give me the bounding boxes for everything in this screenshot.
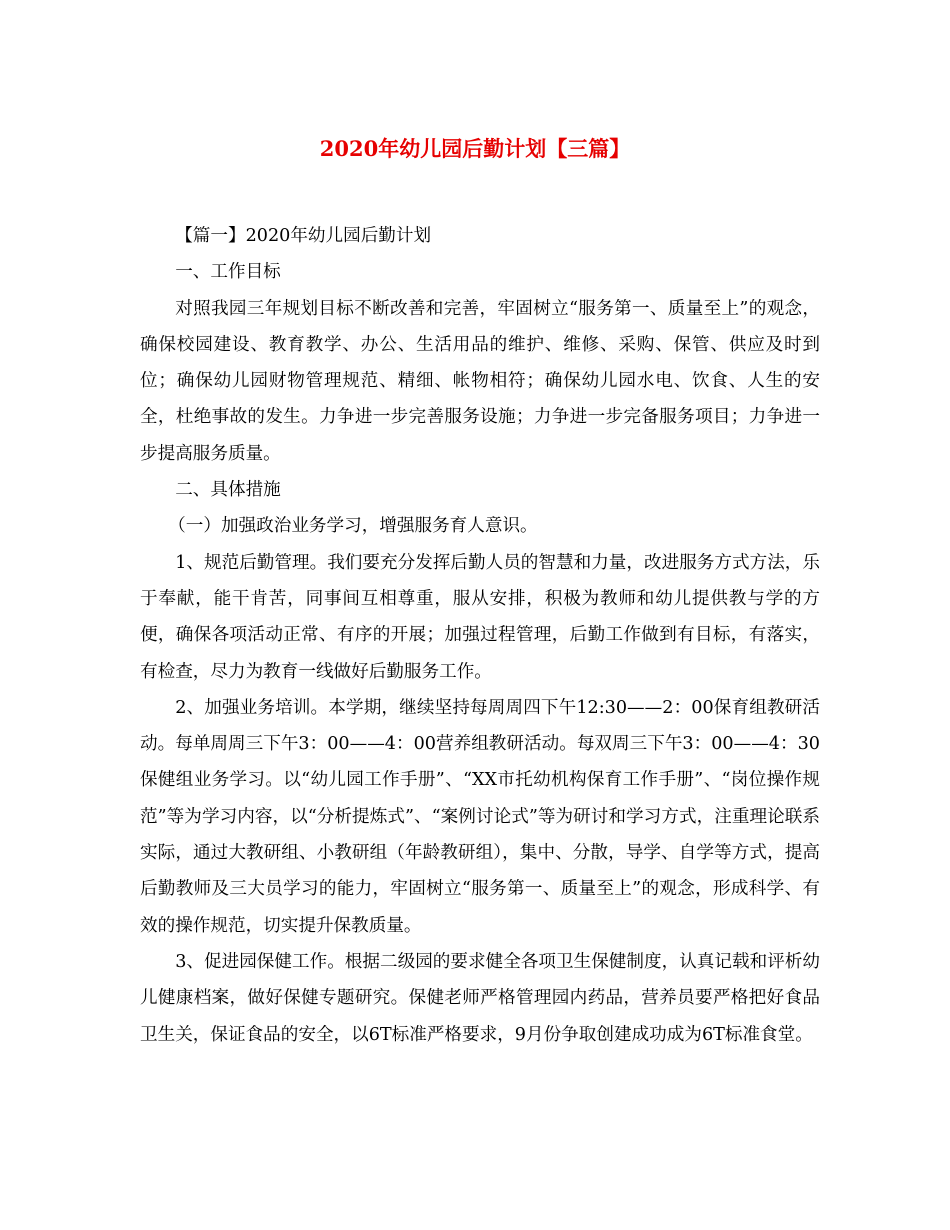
heading-work-goals: 一、工作目标 [175, 262, 281, 283]
paragraph-goals: 对照我园三年规划目标不断改善和完善，牢固树立“服务第一、质量至上”的观念，确保校园建设、教育教学、办公、生活用品的维护、维修、采购、保管、供应及时到位；确保幼儿园财物管理规范、精细、帐物相符；确保幼儿园水电、饮食、人生的安全，杜绝事故的发生。力争进一步完善服务设施；力争进一步完备服务项目；力争进一步提高服务质量。 [140, 298, 820, 464]
document-body [140, 218, 820, 1053]
paragraph-health-care: 3、促进园保健工作。根据二级园的要求健全各项卫生保健制度，认真记载和评析幼儿健康档案，做好保健专题研究。保健老师严格管理园内药品，营养员要严格把好食品卫生关，保证食品的安全，以6T标准严格要求，9月份争取创建成功成为6T标准食堂。 [140, 951, 820, 1045]
document-title: 2020年幼儿园后勤计划【三篇】 [319, 136, 631, 161]
paragraph-logistics-management: 1、规范后勤管理。我们要充分发挥后勤人员的智慧和力量，改进服务方式方法，乐于奉献，能干肯苦，同事间互相尊重，服从安排，积极为教师和幼儿提供教与学的方便，确保各项活动正常、有序的开展；加强过程管理，后勤工作做到有目标，有落实，有检查，尽力为教育一线做好后勤服务工作。 [140, 552, 820, 682]
section-heading-part-one: 【篇一】2020年幼儿园后勤计划 [175, 226, 432, 246]
heading-specific-measures: 二、具体措施 [175, 480, 281, 501]
paragraph-business-training: 2、加强业务培训。本学期，继续坚持每周周四下午12:30——2：00保育组教研活动。每单周周三下午3：00——4：00营养组教研活动。每双周三下午3：00——4：30保健组业务学习。以“幼儿园工作手册”、“XX市托幼机构保育工作手册”、“岗位操作规范”等为学习内容，以“分析提炼式”、“案例讨论式”等为研讨和学习方式，注重理论联系实际，通过大教研组、小教研组（年龄教研组），集中、分散，导学、自学等方式，提高后勤教师及三大员学习的能力，牢固树立“服务第一、质量至上”的观念，形成科学、有效的操作规范，切实提升保教质量。 [140, 697, 820, 936]
subheading-political-study: （一）加强政治业务学习，增强服务育人意识。 [168, 516, 538, 537]
